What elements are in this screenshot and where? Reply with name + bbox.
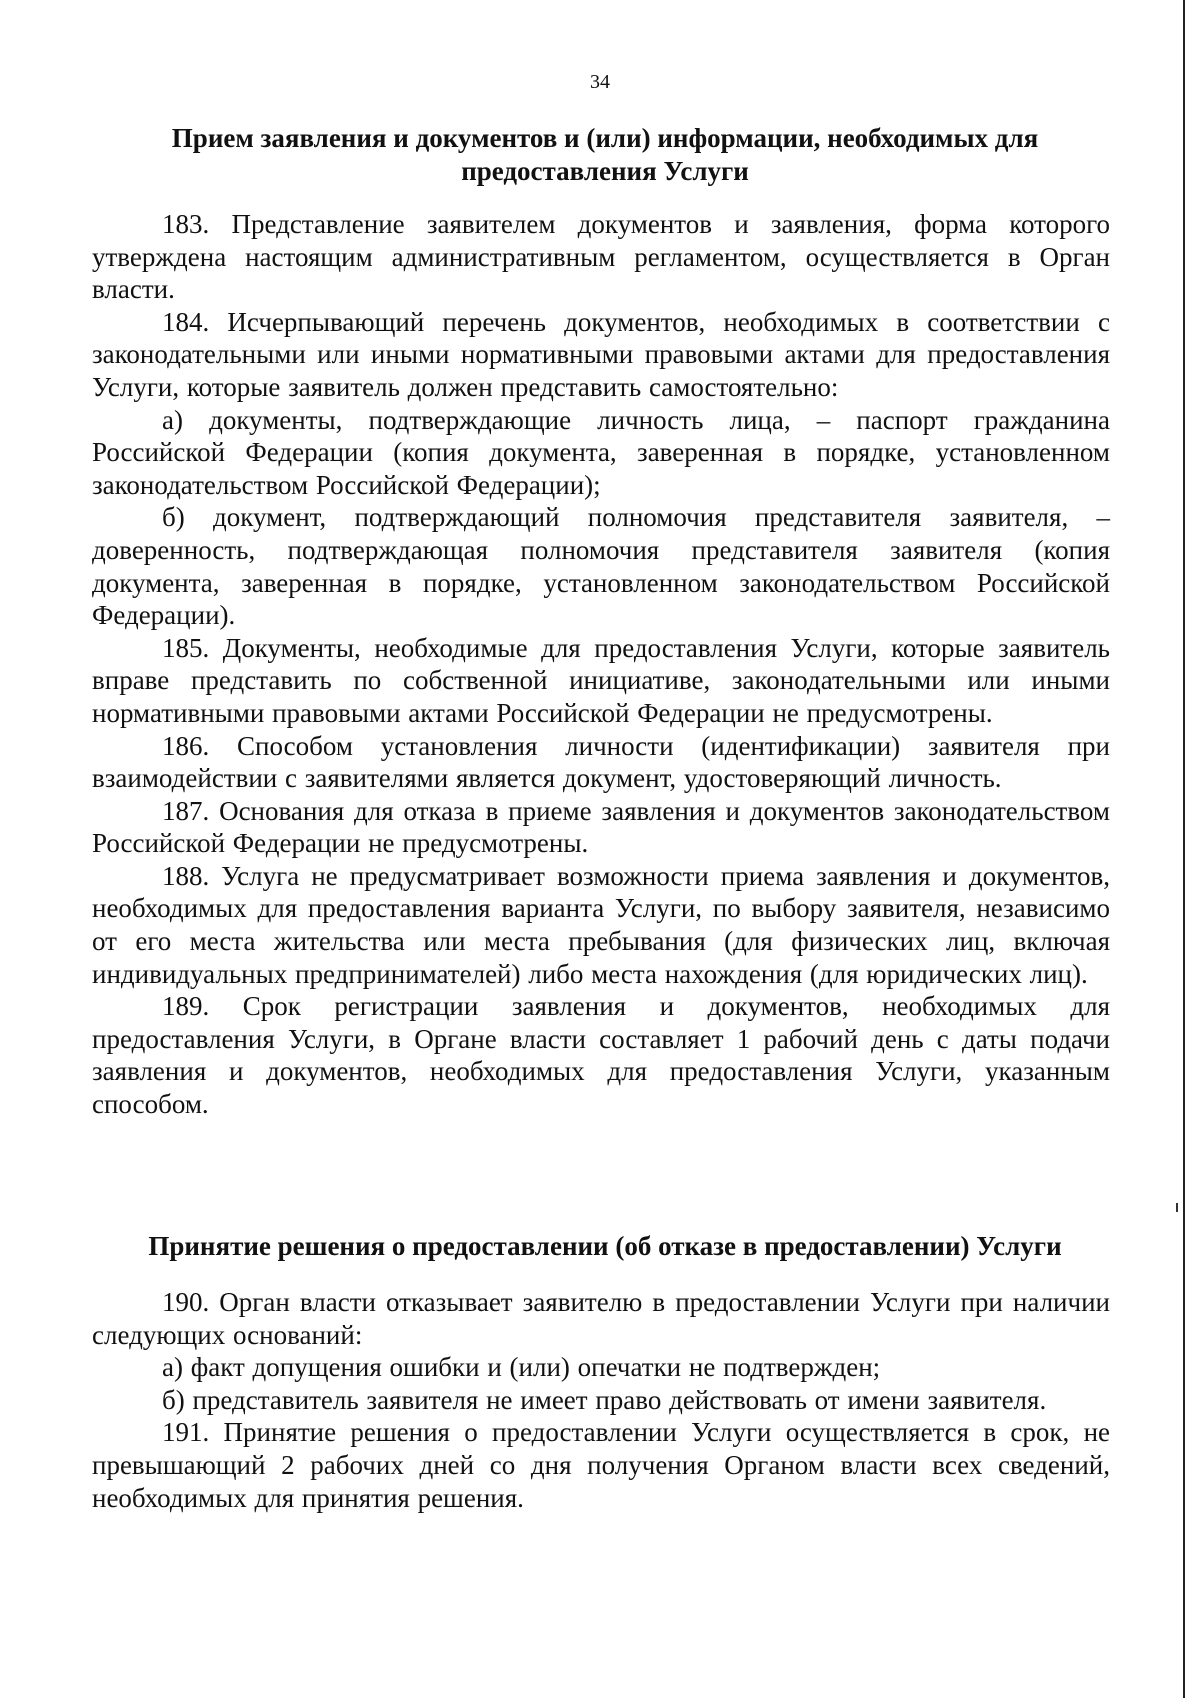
paragraph-185: 185. Документы, необходимые для предоставления Услуги, которые заявитель вправе представить по собственной инициативе, законодательными или иными нормативными правовыми актами Российской Федерации не предусмотрены.	[92, 632, 1110, 728]
paragraph-188: 188. Услуга не предусматривает возможности приема заявления и документов, необходимых для предоставления варианта Услуги, по выбору заявителя, независимо от его места жительства или места пребывания (для физических лиц, включая индивидуальных предпринимателей) либо места нахождения (для юридических лиц).	[92, 860, 1110, 989]
paragraph-184-item-b: б) документ, подтверждающий полномочия представителя заявителя, – доверенность, подтверждающая полномочия представителя заявителя (копия документа, заверенная в порядке, установленном законодательством Российской Федерации).	[92, 502, 1110, 631]
paragraph-191: 191. Принятие решения о предоставлении Услуги осуществляется в срок, не превышающий 2 рабочих дней со дня получения Органом власти всех сведений, необходимых для принятия решения.	[92, 1417, 1110, 1513]
scan-edge-mark	[1176, 1203, 1178, 1212]
paragraph-189: 189. Срок регистрации заявления и документов, необходимых для предоставления Услуги, в Органе власти составляет 1 рабочий день с даты подачи заявления и документов, необходимых для предоставления Услуги, указанным способом.	[92, 991, 1110, 1120]
section-body-decision	[92, 1286, 1110, 1514]
section-heading-document-acceptance: Прием заявления и документов и (или) информации, необходимых для предоставления Услуги	[171, 123, 1039, 186]
paragraph-190-item-a: а) факт допущения ошибки и (или) опечатки не подтвержден;	[162, 1352, 881, 1383]
paragraph-184: 184. Исчерпывающий перечень документов, необходимых в соответствии с законодательными или иными нормативными правовыми актами для предоставления Услуги, которые заявитель должен представить самостоятельно:	[92, 306, 1110, 402]
paragraph-190-item-b: б) представитель заявителя не имеет право действовать от имени заявителя.	[162, 1384, 1047, 1415]
paragraph-187: 187. Основания для отказа в приеме заявления и документов законодательством Российской Федерации не предусмотрены.	[92, 795, 1110, 859]
paragraph-190: 190. Орган власти отказывает заявителю в предоставлении Услуги при наличии следующих оснований:	[92, 1287, 1110, 1350]
scan-edge-line	[1183, 0, 1185, 1698]
paragraph-183: 183. Представление заявителем документов и заявления, форма которого утверждена настоящим административным регламентом, осуществляется в Орган власти.	[92, 209, 1110, 305]
page-number: 34	[590, 71, 610, 93]
section-body-document-acceptance	[92, 208, 1110, 1121]
paragraph-186: 186. Способом установления личности (идентификации) заявителя при взаимодействии с заявителями является документ, удостоверяющий личность.	[92, 730, 1110, 794]
paragraph-184-item-a: а) документы, подтверждающие личность лица, – паспорт гражданина Российской Федерации (копия документа, заверенная в порядке, установленном законодательством Российской Федерации);	[92, 404, 1110, 500]
section-heading-decision: Принятие решения о предоставлении (об отказе в предоставлении) Услуги	[148, 1231, 1062, 1261]
